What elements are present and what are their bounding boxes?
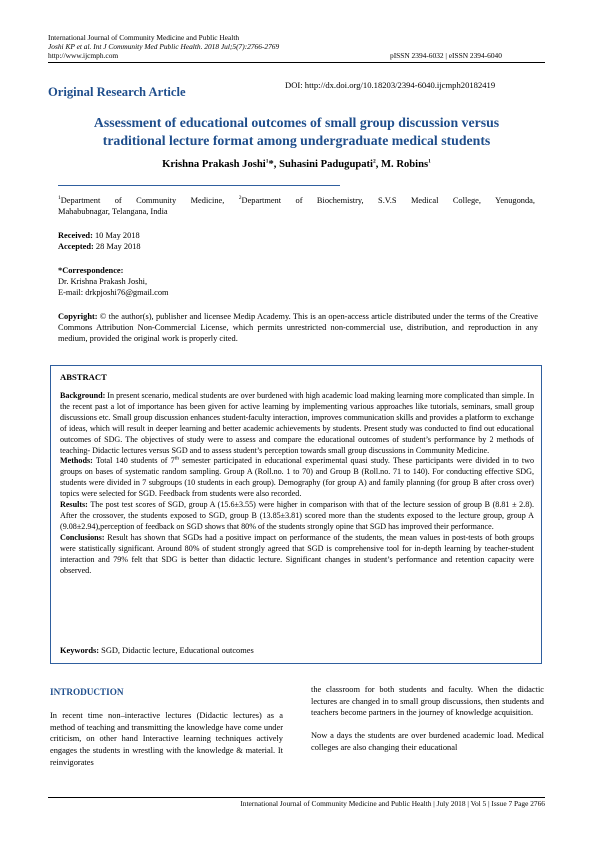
article-type: Original Research Article <box>48 85 186 99</box>
article-title: Assessment of educational outcomes of small group discussion versus traditional lecture format among undergraduate medical students <box>93 115 500 148</box>
journal-name: International Journal of Community Medicine and Public Health <box>48 33 240 42</box>
footer-rule <box>48 797 545 798</box>
intro-right-column: the classroom for both students and faculty. When the didactic lectures are changed in to small group discussions, then students and teachers become partners in the journey of knowledge acquisition. Now a days the students are over burdened academic load. Medical colleges are also changing their educational <box>311 685 544 752</box>
citation: Joshi KP et al. Int J Community Med Public Health. 2018 Jul;5(7):2766-2769 <box>48 42 280 51</box>
abstract-background: Background: In present scenario, medical students are over burdened with high academic load making learning more complicated than simple. In the recent past a lot of importance has been given for active learning by implementing various approaches like tutorials, seminars, small group discussions etc. Small group discussion enhances student-faculty interaction, improves communication skills and provides a platform to exchange of ideas, which will result in deeper learning and better academic achievements by students. Present study was conducted to find out educational outcomes of SDG. The objectives of study were to assess and compare the educational outcomes of student’s performance by 2 methods of teaching- Didactic lectures versus SGD and to assess student’s perception towards small group discussions in Community Medicine. <box>60 391 534 455</box>
page-footer: International Journal of Community Medicine and Public Health | July 2018 | Vol 5 | Issue 7 Page 2766 <box>240 799 545 808</box>
keywords: Keywords: SGD, Didactic lecture, Educational outcomes <box>60 646 254 655</box>
dates: Received: 10 May 2018 Accepted: 28 May 2018 <box>58 231 141 252</box>
journal-url[interactable]: http://www.ijcmph.com <box>48 51 119 60</box>
abstract-methods: Methods: Total 140 students of 7th semester participated in educational experimental quasi study. These participants were divided in to two groups on bases of systematic random sampling. Group A (Roll.no. 1 to 70) and Group B (Roll.no. 71 to 140). For conducting effective SDG, students were divided in 7 subgroups (10 students in each group). Demography (for group A) and family planning (for group B after cross over) topics were selected for SGD. Feedback from students were also recorded. <box>60 455 534 499</box>
correspondence: *Correspondence: Dr. Krishna Prakash Joshi, E-mail: drkpjoshi76@gmail.com <box>58 266 169 298</box>
doi[interactable]: DOI: http://dx.doi.org/10.18203/2394-6040.ijcmph20182419 <box>285 80 496 90</box>
email-link[interactable]: E-mail: drkpjoshi76@gmail.com <box>58 288 169 298</box>
abstract-conclusions: Conclusions: Result has shown that SGDs had a positive impact on performance of the students, the mean values in post-tests of both groups were statistically significant. Around 80% of student strongly agreed that SGD is comprehensive tool for in-depth learning by teacher-student interaction and 79% felt that SDG is better than didactic lecture. Significant changes in student’s performance and retention capacity were observed. <box>60 532 534 575</box>
intro-heading: INTRODUCTION <box>50 687 124 697</box>
authors: Krishna Prakash Joshi$^1$*, Suhasini Padugupati$^2$, M. Robins$^1$ <box>162 158 431 170</box>
abstract-body <box>60 391 534 576</box>
affiliation: $^1$Department of Community Medicine, $^2$Department of Biochemistry, S.V.S Medical College, Yenugonda, Mahabubnagar, Telangana, India <box>58 195 535 217</box>
header-rule <box>48 62 545 63</box>
issn: pISSN 2394-6032 | eISSN 2394-6040 <box>390 51 502 60</box>
copyright: Copyright: © the author(s), publisher and licensee Medip Academy. This is an open-access article distributed under the terms of the Creative Commons Attribution Non-Commercial License, which permits unrestricted non-commercial use, distribution, and reproduction in any medium, provided the original work is properly cited. <box>58 312 538 344</box>
intro-left-column: In recent time non–interactive lectures (Didactic lectures) as a method of teaching and transmitting the knowledge have come under criticism, on other hand Interactive learning techniques actively engages the students in wrestling with the knowledge & material. It reinvigorates <box>50 711 283 767</box>
abstract-heading: ABSTRACT <box>60 372 107 382</box>
author-rule <box>58 185 340 186</box>
abstract-results: Results: The post test scores of SGD, group A (15.6±3.55) were higher in comparison with that of the lecture session of group B (8.81 ± 2.8). After the crossover, the students exposed to SGD, group B (13.85±3.81) scored more than the students exposed to the lecture group, group A (9.08±2.94),perception of feedback on SGD shows that 80% of the students strongly opine that SGD has improved their performance. <box>60 500 534 531</box>
